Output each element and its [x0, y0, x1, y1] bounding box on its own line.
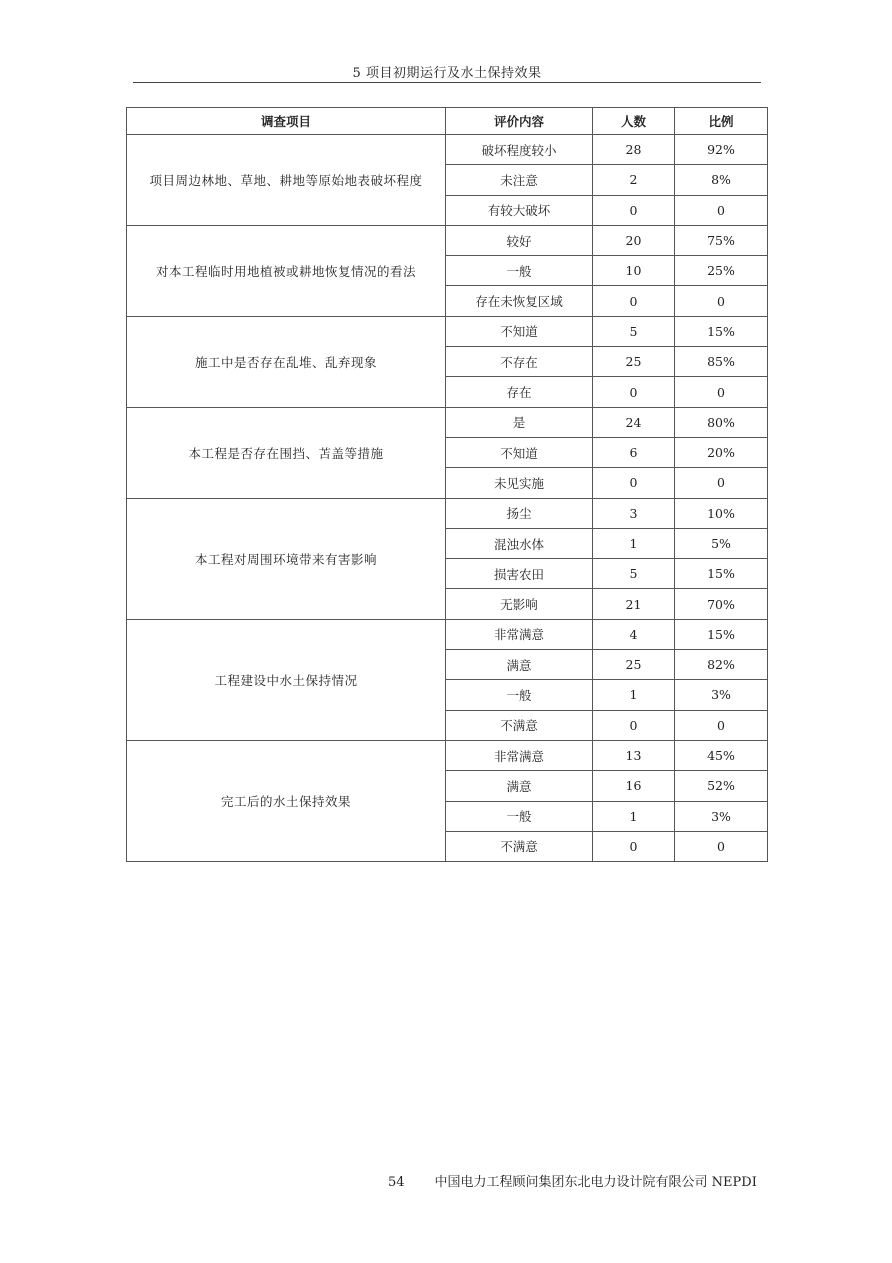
- evaluation-cell: 扬尘: [446, 498, 593, 528]
- footer-organization: 中国电力工程顾问集团东北电力设计院有限公司 NEPDI: [434, 1175, 757, 1190]
- evaluation-cell: 有较大破坏: [446, 195, 593, 225]
- count-cell: 21: [593, 589, 675, 619]
- table-row: [127, 225, 768, 255]
- ratio-cell: 0: [675, 286, 768, 316]
- survey-item-cell: 项目周边林地、草地、耕地等原始地表破坏程度: [127, 135, 446, 226]
- evaluation-cell: 非常满意: [446, 740, 593, 770]
- count-cell: 20: [593, 225, 675, 255]
- ratio-cell: 5%: [675, 528, 768, 558]
- table-row: [127, 316, 768, 346]
- table-row: [127, 135, 768, 165]
- ratio-cell: 82%: [675, 650, 768, 680]
- count-cell: 0: [593, 468, 675, 498]
- table-body: [127, 135, 768, 862]
- survey-table: [126, 107, 768, 862]
- ratio-cell: 0: [675, 831, 768, 861]
- survey-item-cell: 本工程对周围环境带来有害影响: [127, 498, 446, 619]
- count-cell: 6: [593, 437, 675, 467]
- survey-item-cell: 施工中是否存在乱堆、乱弃现象: [127, 316, 446, 407]
- count-cell: 25: [593, 347, 675, 377]
- survey-item-cell: 完工后的水土保持效果: [127, 740, 446, 861]
- count-cell: 3: [593, 498, 675, 528]
- count-cell: 24: [593, 407, 675, 437]
- count-cell: 5: [593, 559, 675, 589]
- ratio-cell: 0: [675, 195, 768, 225]
- evaluation-cell: 一般: [446, 680, 593, 710]
- evaluation-cell: 不满意: [446, 831, 593, 861]
- count-cell: 5: [593, 316, 675, 346]
- table-row: [127, 407, 768, 437]
- evaluation-cell: 不知道: [446, 316, 593, 346]
- evaluation-cell: 不知道: [446, 437, 593, 467]
- count-cell: 1: [593, 801, 675, 831]
- count-cell: 16: [593, 771, 675, 801]
- count-cell: 25: [593, 650, 675, 680]
- count-cell: 0: [593, 377, 675, 407]
- ratio-cell: 0: [675, 710, 768, 740]
- page-number: 54: [388, 1175, 405, 1190]
- ratio-cell: 3%: [675, 680, 768, 710]
- survey-item-cell: 工程建设中水土保持情况: [127, 619, 446, 740]
- count-cell: 4: [593, 619, 675, 649]
- evaluation-cell: 存在未恢复区域: [446, 286, 593, 316]
- count-cell: 0: [593, 710, 675, 740]
- evaluation-cell: 较好: [446, 225, 593, 255]
- header-count: 人数: [593, 108, 675, 135]
- table-row: [127, 619, 768, 649]
- ratio-cell: 92%: [675, 135, 768, 165]
- evaluation-cell: 存在: [446, 377, 593, 407]
- count-cell: 0: [593, 286, 675, 316]
- ratio-cell: 75%: [675, 225, 768, 255]
- header-ratio: 比例: [675, 108, 768, 135]
- count-cell: 10: [593, 256, 675, 286]
- evaluation-cell: 未注意: [446, 165, 593, 195]
- evaluation-cell: 满意: [446, 771, 593, 801]
- evaluation-cell: 不存在: [446, 347, 593, 377]
- evaluation-cell: 无影响: [446, 589, 593, 619]
- page-footer: [388, 1171, 757, 1190]
- page-header: 5 项目初期运行及水土保持效果: [352, 66, 542, 81]
- header-evaluation: 评价内容: [446, 108, 593, 135]
- evaluation-cell: 损害农田: [446, 559, 593, 589]
- count-cell: 0: [593, 831, 675, 861]
- count-cell: 13: [593, 740, 675, 770]
- count-cell: 2: [593, 165, 675, 195]
- ratio-cell: 70%: [675, 589, 768, 619]
- table-row: [127, 740, 768, 770]
- ratio-cell: 10%: [675, 498, 768, 528]
- evaluation-cell: 未见实施: [446, 468, 593, 498]
- count-cell: 1: [593, 528, 675, 558]
- survey-item-cell: 本工程是否存在围挡、苫盖等措施: [127, 407, 446, 498]
- evaluation-cell: 满意: [446, 650, 593, 680]
- ratio-cell: 20%: [675, 437, 768, 467]
- table-row: [127, 498, 768, 528]
- ratio-cell: 15%: [675, 619, 768, 649]
- count-cell: 28: [593, 135, 675, 165]
- count-cell: 0: [593, 195, 675, 225]
- count-cell: 1: [593, 680, 675, 710]
- evaluation-cell: 混浊水体: [446, 528, 593, 558]
- evaluation-cell: 不满意: [446, 710, 593, 740]
- evaluation-cell: 破坏程度较小: [446, 135, 593, 165]
- survey-item-cell: 对本工程临时用地植被或耕地恢复情况的看法: [127, 225, 446, 316]
- ratio-cell: 85%: [675, 347, 768, 377]
- evaluation-cell: 一般: [446, 801, 593, 831]
- ratio-cell: 80%: [675, 407, 768, 437]
- evaluation-cell: 是: [446, 407, 593, 437]
- ratio-cell: 0: [675, 468, 768, 498]
- ratio-cell: 25%: [675, 256, 768, 286]
- header-survey-item: 调查项目: [127, 108, 446, 135]
- evaluation-cell: 非常满意: [446, 619, 593, 649]
- evaluation-cell: 一般: [446, 256, 593, 286]
- ratio-cell: 3%: [675, 801, 768, 831]
- ratio-cell: 8%: [675, 165, 768, 195]
- header-rule: [133, 82, 761, 83]
- ratio-cell: 15%: [675, 316, 768, 346]
- ratio-cell: 15%: [675, 559, 768, 589]
- ratio-cell: 52%: [675, 771, 768, 801]
- table-header-row: [127, 108, 768, 135]
- ratio-cell: 45%: [675, 740, 768, 770]
- ratio-cell: 0: [675, 377, 768, 407]
